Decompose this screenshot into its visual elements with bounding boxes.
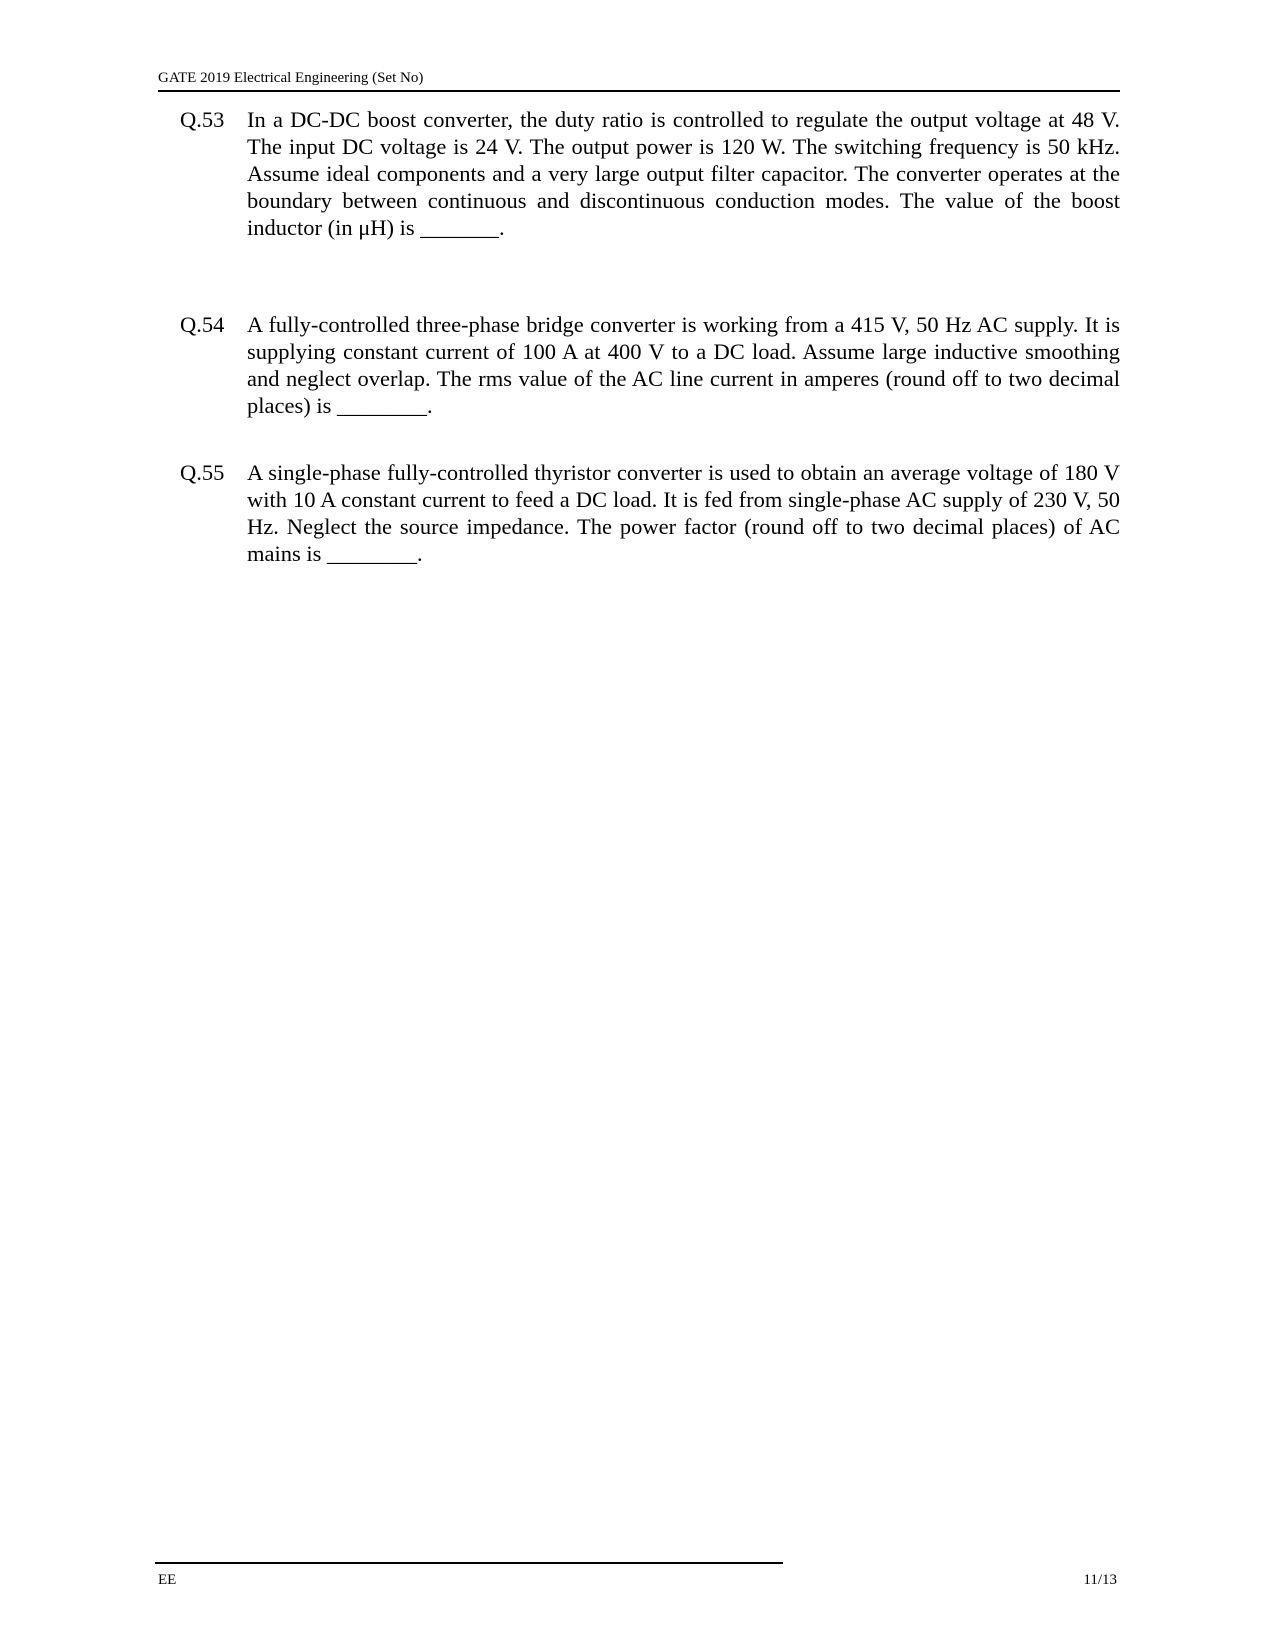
question-number: Q.54	[180, 312, 225, 337]
footer-divider	[155, 1562, 783, 1564]
question-text: A fully-controlled three-phase bridge converter is working from a 415 V, 50 Hz AC supply. It is supplying constant current of 100 A at 400 V to a DC load. Assume large inductive smoothing and neglect overlap. The rms value of the AC line current in amperes (round off to two decimal places) is ________.	[247, 312, 1120, 418]
question-text: In a DC-DC boost converter, the duty ratio is controlled to regulate the output voltage at 48 V. The input DC voltage is 24 V. The output power is 120 W. The switching frequency is 50 kHz. Assume ideal components and a very large output filter capacitor. The converter operates at the boundary between continuous and discontinuous conduction modes. The value of the boost inductor (in μH) is _______.	[247, 107, 1120, 240]
page-header: GATE 2019 Electrical Engineering (Set No)	[158, 70, 424, 86]
header-divider	[158, 90, 1120, 92]
question-53	[180, 106, 1120, 246]
question-number: Q.53	[180, 107, 225, 132]
page-number: 11/13	[1083, 1572, 1117, 1588]
question-text: A single-phase fully-controlled thyristor converter is used to obtain an average voltage of 180 V with 10 A constant current to feed a DC load. It is fed from single-phase AC supply of 230 V, 50 Hz. Neglect the source impedance. The power factor (round off to two decimal places) of AC mains is ________.	[247, 460, 1120, 566]
question-number: Q.55	[180, 460, 225, 485]
footer-subject-code: EE	[158, 1572, 177, 1588]
question-55	[180, 459, 1120, 571]
question-54	[180, 311, 1120, 423]
